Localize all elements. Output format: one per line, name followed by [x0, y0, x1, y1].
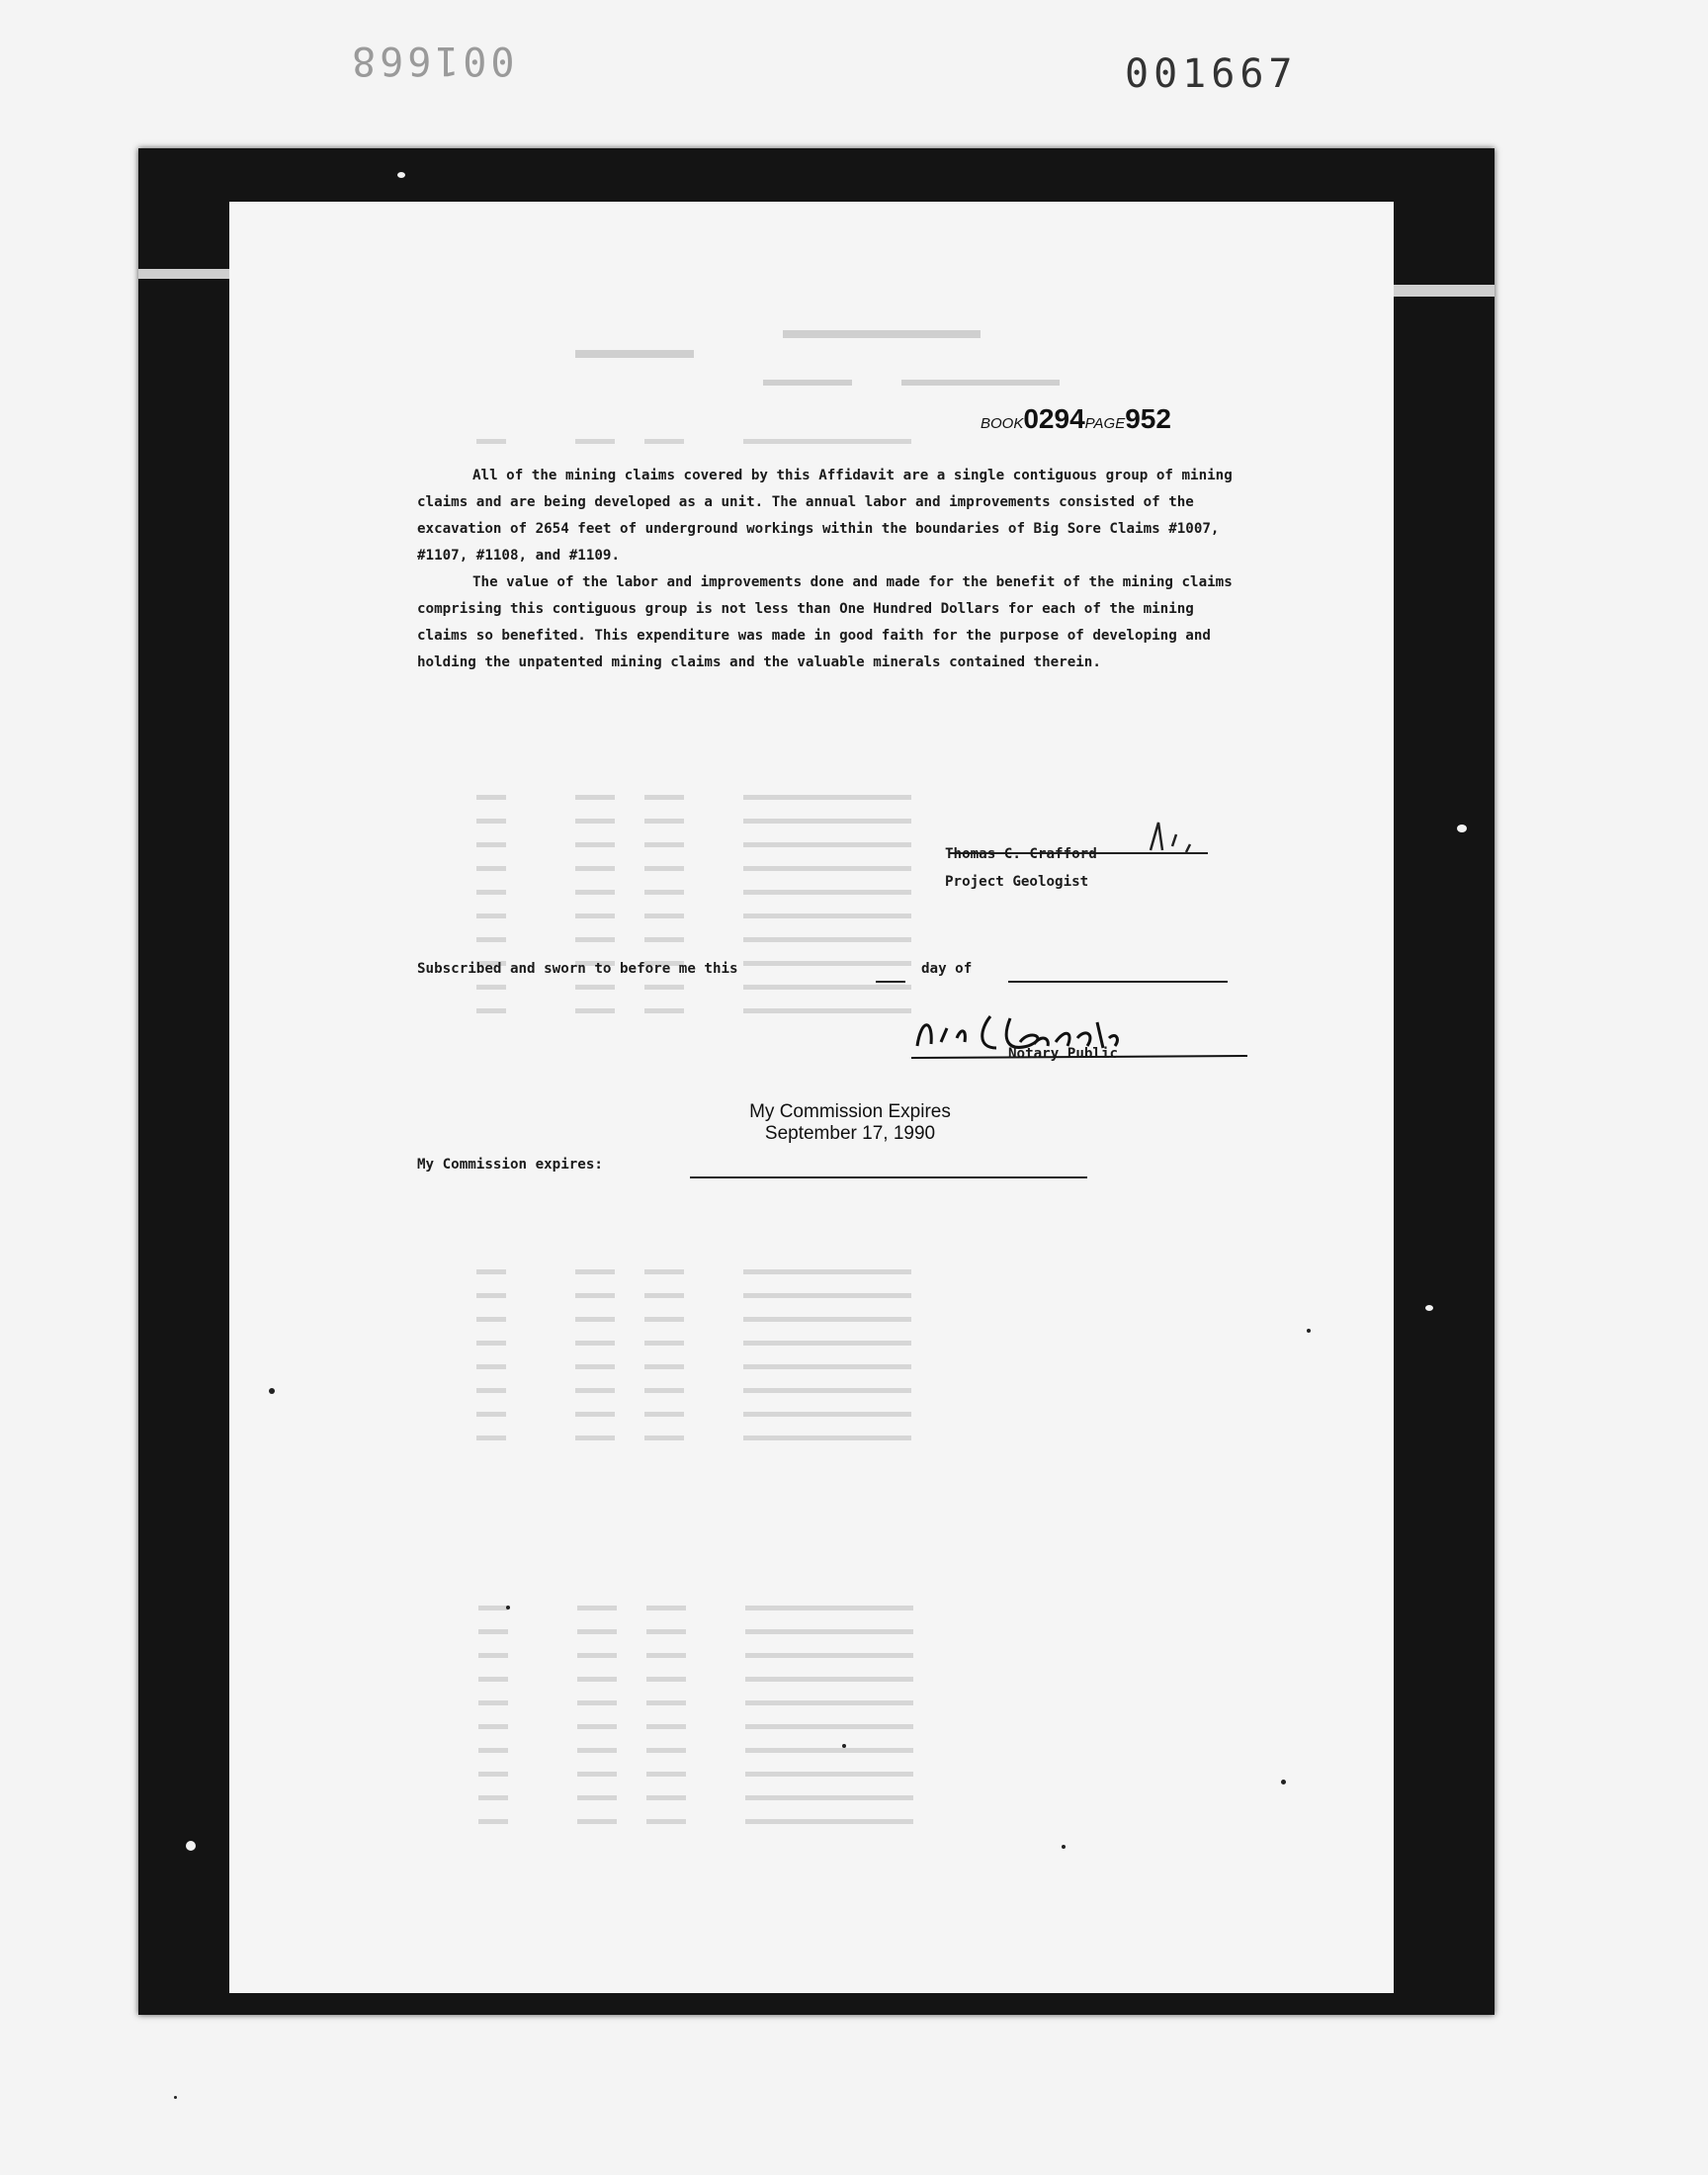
bleed-through-mark — [644, 866, 684, 871]
bleed-through-mark — [745, 1653, 913, 1658]
bleed-through-mark — [743, 795, 911, 800]
bleed-through-mark — [476, 937, 506, 942]
bleed-through-mark — [644, 914, 684, 918]
bleed-through-mark — [646, 1795, 686, 1800]
bleed-through-mark — [575, 1412, 615, 1417]
bleed-through-mark — [575, 890, 615, 895]
bleed-through-mark — [743, 866, 911, 871]
bleed-through-mark — [478, 1819, 508, 1824]
bleed-through-mark — [646, 1700, 686, 1705]
bleed-through-mark — [644, 985, 684, 990]
bleed-through-mark — [478, 1724, 508, 1729]
bleed-through-mark — [478, 1653, 508, 1658]
bleed-through-mark — [644, 1008, 684, 1013]
jurat-text: Subscribed and sworn to before me this — [417, 961, 738, 977]
bleed-through-mark — [745, 1772, 913, 1777]
signer-title: Project Geologist — [945, 874, 1089, 890]
bleed-through-mark — [644, 937, 684, 942]
bleed-through-mark — [577, 1629, 617, 1634]
bleed-through-mark — [745, 1724, 913, 1729]
bleed-through-mark — [743, 937, 911, 942]
bleed-through-mark — [476, 1388, 506, 1393]
speckle — [1307, 1329, 1311, 1333]
bleed-through-mark — [644, 842, 684, 847]
bleed-through-mark — [644, 795, 684, 800]
bleed-through-mark — [745, 1700, 913, 1705]
bleed-through-mark — [743, 890, 911, 895]
bleed-through-mark — [646, 1629, 686, 1634]
bleed-through-mark — [575, 819, 615, 824]
bleed-through-mark — [743, 961, 911, 966]
page-number: 952 — [1125, 403, 1171, 434]
bleed-through-mark — [577, 1748, 617, 1753]
affidavit-body — [417, 463, 1238, 676]
bates-number: 001667 — [1125, 51, 1298, 97]
bleed-through-mark — [743, 1269, 911, 1274]
frame-speckle — [1457, 825, 1467, 832]
bleed-through-mark — [577, 1795, 617, 1800]
bleed-through-mark — [476, 866, 506, 871]
frame-mark-left — [138, 269, 233, 279]
bleed-through-mark — [743, 985, 911, 990]
bleed-through-mark — [745, 1677, 913, 1682]
speckle — [174, 2096, 177, 2099]
speckle — [269, 1388, 275, 1394]
signer-signature-mark — [1147, 817, 1206, 856]
speckle — [1281, 1780, 1286, 1784]
bleed-through-mark — [644, 890, 684, 895]
bleed-through-mark — [575, 1008, 615, 1013]
bleed-through-mark — [476, 985, 506, 990]
jurat-day-of: day of — [921, 961, 973, 977]
bleed-through-mark — [476, 1008, 506, 1013]
bleed-through-mark — [476, 819, 506, 824]
bleed-through-mark — [478, 1795, 508, 1800]
bleed-through-mark — [577, 1724, 617, 1729]
bleed-through-mark — [644, 1269, 684, 1274]
bleed-through-mark — [644, 1341, 684, 1346]
paragraph-value-statement: The value of the labor and improvements done and made for the benefit of the mining claims comprising this contiguous group is not less than One Hundred Dollars for each of the mining claims so benefited. This expenditure was made in good faith for the purpose of developing and holding the unpatented mining claims and the valuable minerals contained therein. — [417, 574, 1233, 670]
bleed-through-mark — [575, 937, 615, 942]
bleed-through-mark — [646, 1772, 686, 1777]
speckle — [506, 1606, 510, 1610]
frame-speckle — [186, 1841, 196, 1851]
notary-public-label: Notary Public — [1008, 1046, 1119, 1062]
bleed-through-mark — [575, 842, 615, 847]
bleed-through-mark — [575, 1317, 615, 1322]
bleed-through-mark — [644, 1412, 684, 1417]
bleed-through-mark — [646, 1677, 686, 1682]
bleed-through-mark — [743, 1341, 911, 1346]
book-number: 0294 — [1023, 403, 1085, 434]
bleed-through-mark — [476, 795, 506, 800]
bleed-through-mark — [575, 1364, 615, 1369]
bleed-through-mark — [577, 1653, 617, 1658]
bleed-through-mark — [646, 1653, 686, 1658]
bleed-through-mark — [476, 842, 506, 847]
bleed-through-mark — [476, 1293, 506, 1298]
commission-expires-label: My Commission expires: — [417, 1157, 603, 1173]
bleed-through-mark — [577, 1606, 617, 1610]
bleed-through-mark — [646, 1819, 686, 1824]
bleed-through-mark — [644, 439, 684, 444]
bleed-through-mark — [745, 1748, 913, 1753]
bleed-through-mark — [745, 1819, 913, 1824]
book-prefix: BOOK — [981, 415, 1024, 432]
bleed-through-mark — [743, 1436, 911, 1440]
bleed-through-mark — [745, 1629, 913, 1634]
bleed-through-mark — [575, 1269, 615, 1274]
bleed-through-mark — [745, 1606, 913, 1610]
bleed-through-mark — [743, 914, 911, 918]
bates-number-mirrored: 001668 — [348, 38, 515, 83]
signer-name: Thomas C. Crafford — [945, 846, 1097, 862]
commission-stamp-line1: My Commission Expires — [749, 1101, 951, 1122]
bleed-through-mark — [646, 1748, 686, 1753]
day-blank — [876, 981, 905, 983]
speckle — [1062, 1845, 1066, 1849]
bleed-through-mark — [478, 1677, 508, 1682]
bleed-through-mark — [743, 439, 911, 444]
bleed-through-mark — [577, 1819, 617, 1824]
bleed-through-mark — [575, 914, 615, 918]
bleed-through-mark — [478, 1748, 508, 1753]
bleed-through-mark — [478, 1606, 508, 1610]
bleed-through-mark — [476, 1269, 506, 1274]
commission-stamp — [692, 1101, 1008, 1145]
bleed-through-mark — [644, 1436, 684, 1440]
commission-stamp-line2: September 17, 1990 — [764, 1123, 936, 1144]
bleed-through-mark — [476, 1317, 506, 1322]
frame-speckle — [1425, 1305, 1433, 1311]
bleed-through-mark — [743, 1388, 911, 1393]
frame-speckle — [397, 172, 405, 178]
bleed-through-mark — [476, 439, 506, 444]
bleed-through-mark — [476, 890, 506, 895]
bleed-through-mark — [575, 1388, 615, 1393]
month-blank — [1008, 981, 1228, 983]
bleed-through-mark — [743, 819, 911, 824]
bleed-through-mark — [575, 1436, 615, 1440]
bleed-through-mark — [646, 1724, 686, 1729]
bleed-through-mark — [646, 1606, 686, 1610]
recording-number — [981, 403, 1171, 435]
bleed-through-mark — [575, 985, 615, 990]
bleed-through-mark — [476, 1436, 506, 1440]
bleed-through-mark — [575, 439, 615, 444]
bleed-through-mark — [743, 1008, 911, 1013]
bleed-through-mark — [575, 1293, 615, 1298]
page-prefix: PAGE — [1084, 415, 1126, 432]
bleed-through-mark — [478, 1772, 508, 1777]
bleed-through-mark — [476, 914, 506, 918]
speckle — [842, 1744, 846, 1748]
paragraph-contiguous-group: All of the mining claims covered by this Affidavit are a single contiguous group of mining claims and are being developed as a unit. The annual labor and improvements consisted of the excavation of 2654 feet of underground workings within the boundaries of Big Sore Claims #1007, #1107, #1108, and #1109. — [417, 468, 1233, 564]
bleed-through-mark — [575, 866, 615, 871]
bleed-through-mark — [577, 1772, 617, 1777]
bleed-through-mark — [476, 1412, 506, 1417]
bleed-through-mark — [644, 1388, 684, 1393]
commission-blank — [690, 1176, 1087, 1178]
bleed-through-mark — [478, 1629, 508, 1634]
bleed-through-mark — [743, 1364, 911, 1369]
bleed-through-mark — [644, 1364, 684, 1369]
bleed-through-mark — [644, 1293, 684, 1298]
bleed-through-mark — [476, 1364, 506, 1369]
bleed-through-mark — [577, 1700, 617, 1705]
bleed-through-mark — [743, 1293, 911, 1298]
bleed-through-mark — [743, 1412, 911, 1417]
frame-mark-right — [1392, 285, 1494, 297]
bleed-through-mark — [478, 1700, 508, 1705]
bleed-through-mark — [644, 1317, 684, 1322]
bleed-through-mark — [577, 1677, 617, 1682]
bleed-through-mark — [644, 819, 684, 824]
bleed-through-mark — [575, 795, 615, 800]
bleed-through-mark — [743, 842, 911, 847]
bleed-through-mark — [476, 1341, 506, 1346]
bleed-through-mark — [745, 1795, 913, 1800]
bleed-through-mark — [743, 1317, 911, 1322]
bleed-through-mark — [575, 1341, 615, 1346]
